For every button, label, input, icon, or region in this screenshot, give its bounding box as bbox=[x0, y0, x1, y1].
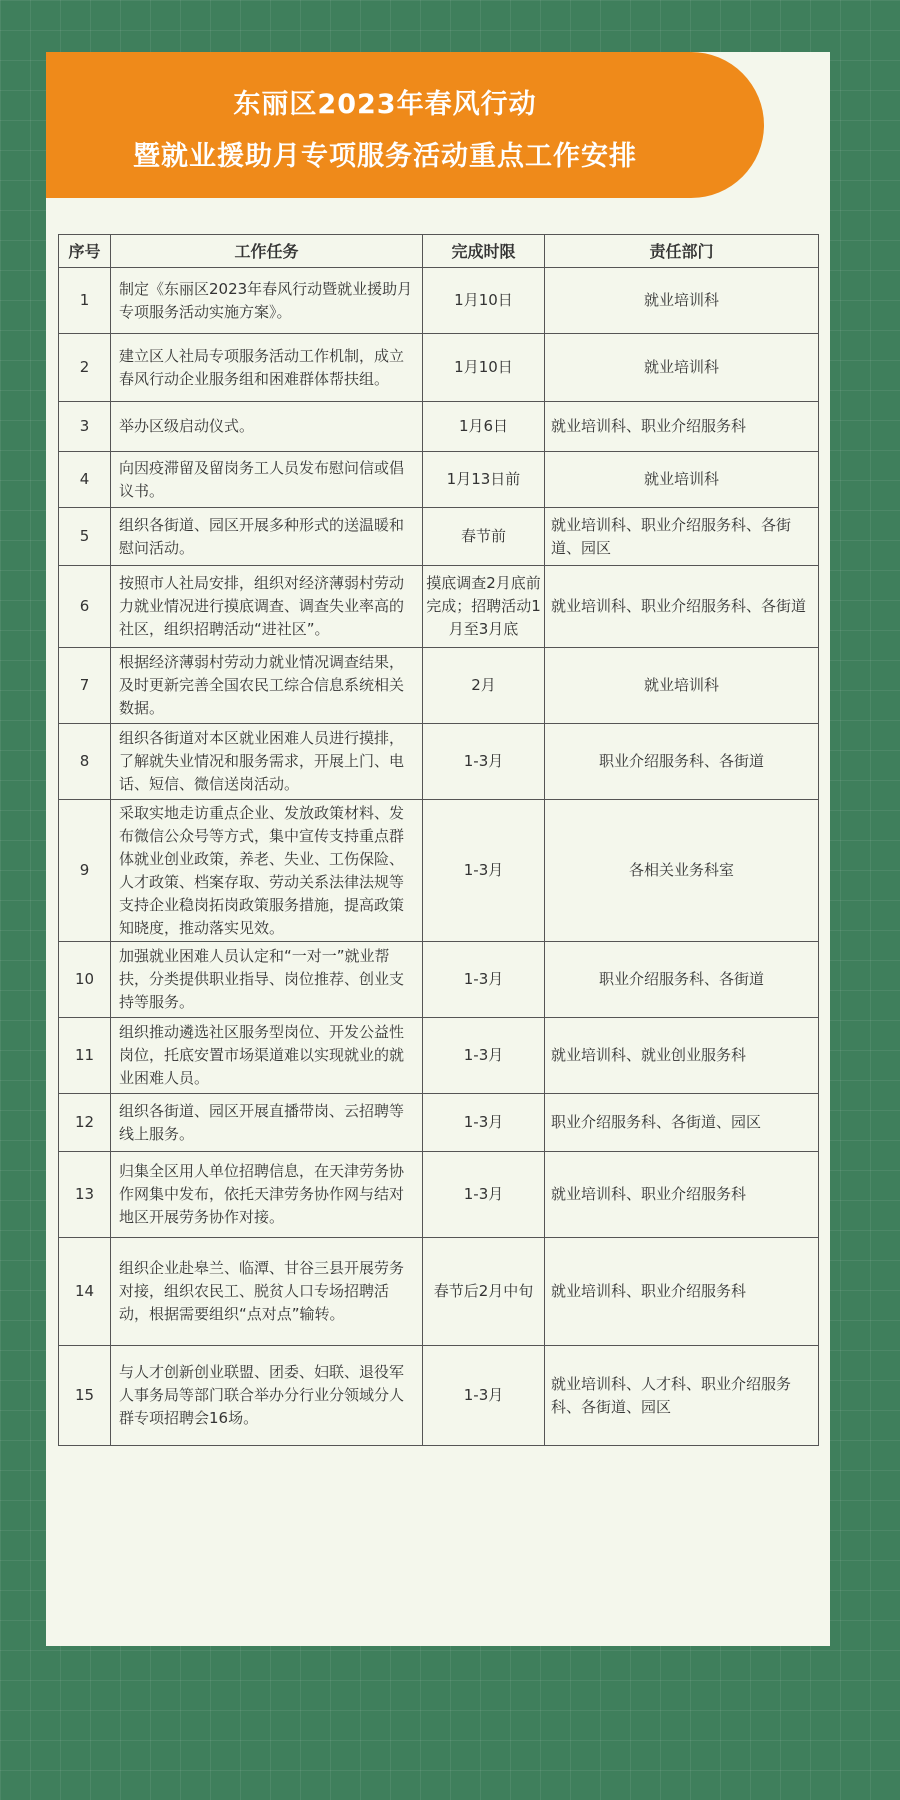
row-dept: 就业培训科 bbox=[545, 452, 819, 508]
row-dept: 就业培训科、职业介绍服务科、各街道、园区 bbox=[545, 508, 819, 566]
row-dept: 各相关业务科室 bbox=[545, 800, 819, 942]
table-row bbox=[59, 1152, 819, 1238]
row-dept: 就业培训科、职业介绍服务科 bbox=[545, 402, 819, 452]
row-task: 建立区人社局专项服务活动工作机制，成立春风行动企业服务组和困难群体帮扶组。 bbox=[111, 334, 423, 402]
column-header-dept: 责任部门 bbox=[545, 235, 819, 268]
row-number: 15 bbox=[59, 1346, 111, 1446]
row-deadline: 1-3月 bbox=[423, 1152, 545, 1238]
row-task: 归集全区用人单位招聘信息，在天津劳务协作网集中发布，依托天津劳务协作网与结对地区开展劳务协作对接。 bbox=[111, 1152, 423, 1238]
row-dept: 职业介绍服务科、各街道 bbox=[545, 724, 819, 800]
table-row bbox=[59, 334, 819, 402]
row-dept: 就业培训科、职业介绍服务科 bbox=[545, 1238, 819, 1346]
row-number: 8 bbox=[59, 724, 111, 800]
row-number: 13 bbox=[59, 1152, 111, 1238]
page-title-line1: 东丽区2023年春风行动 bbox=[233, 89, 537, 120]
row-dept: 就业培训科、职业介绍服务科 bbox=[545, 1152, 819, 1238]
row-deadline: 1-3月 bbox=[423, 1346, 545, 1446]
row-task: 加强就业困难人员认定和“一对一”就业帮扶，分类提供职业指导、岗位推荐、创业支持等服务。 bbox=[111, 942, 423, 1018]
table-row bbox=[59, 268, 819, 334]
row-deadline: 1-3月 bbox=[423, 942, 545, 1018]
row-task: 组织各街道对本区就业困难人员进行摸排，了解就失业情况和服务需求，开展上门、电话、短信、微信送岗活动。 bbox=[111, 724, 423, 800]
table-row bbox=[59, 1094, 819, 1152]
table-row bbox=[59, 648, 819, 724]
row-number: 4 bbox=[59, 452, 111, 508]
column-header-task: 工作任务 bbox=[111, 235, 423, 268]
table-row bbox=[59, 1018, 819, 1094]
row-deadline: 摸底调查2月底前完成；招聘活动1月至3月底 bbox=[423, 566, 545, 648]
row-number: 11 bbox=[59, 1018, 111, 1094]
title-banner bbox=[46, 52, 764, 198]
row-number: 9 bbox=[59, 800, 111, 942]
row-task: 组织各街道、园区开展直播带岗、云招聘等线上服务。 bbox=[111, 1094, 423, 1152]
row-task: 根据经济薄弱村劳动力就业情况调查结果，及时更新完善全国农民工综合信息系统相关数据。 bbox=[111, 648, 423, 724]
row-deadline: 1月10日 bbox=[423, 334, 545, 402]
row-deadline: 1-3月 bbox=[423, 724, 545, 800]
row-task: 与人才创新创业联盟、团委、妇联、退役军人事务局等部门联合举办分行业分领域分人群专项招聘会16场。 bbox=[111, 1346, 423, 1446]
row-deadline: 1月6日 bbox=[423, 402, 545, 452]
column-header-deadline: 完成时限 bbox=[423, 235, 545, 268]
row-deadline: 2月 bbox=[423, 648, 545, 724]
row-number: 6 bbox=[59, 566, 111, 648]
table-row bbox=[59, 1238, 819, 1346]
page-title-line2: 暨就业援助月专项服务活动重点工作安排 bbox=[133, 141, 637, 172]
row-deadline: 春节前 bbox=[423, 508, 545, 566]
row-deadline: 1-3月 bbox=[423, 800, 545, 942]
work-schedule-table bbox=[58, 234, 819, 1446]
row-dept: 就业培训科、就业创业服务科 bbox=[545, 1018, 819, 1094]
table-row bbox=[59, 942, 819, 1018]
row-dept: 就业培训科、人才科、职业介绍服务科、各街道、园区 bbox=[545, 1346, 819, 1446]
row-deadline: 1-3月 bbox=[423, 1018, 545, 1094]
table-row bbox=[59, 452, 819, 508]
column-header-no: 序号 bbox=[59, 235, 111, 268]
row-deadline: 1月13日前 bbox=[423, 452, 545, 508]
row-task: 按照市人社局安排，组织对经济薄弱村劳动力就业情况进行摸底调查、调查失业率高的社区，组织招聘活动“进社区”。 bbox=[111, 566, 423, 648]
row-deadline: 春节后2月中旬 bbox=[423, 1238, 545, 1346]
row-dept: 职业介绍服务科、各街道 bbox=[545, 942, 819, 1018]
row-number: 7 bbox=[59, 648, 111, 724]
row-dept: 职业介绍服务科、各街道、园区 bbox=[545, 1094, 819, 1152]
row-task: 组织推动遴选社区服务型岗位、开发公益性岗位，托底安置市场渠道难以实现就业的就业困难人员。 bbox=[111, 1018, 423, 1094]
table-row bbox=[59, 402, 819, 452]
row-number: 10 bbox=[59, 942, 111, 1018]
row-dept: 就业培训科 bbox=[545, 334, 819, 402]
row-number: 3 bbox=[59, 402, 111, 452]
row-number: 5 bbox=[59, 508, 111, 566]
row-dept: 就业培训科、职业介绍服务科、各街道 bbox=[545, 566, 819, 648]
table-row bbox=[59, 800, 819, 942]
table-row bbox=[59, 1346, 819, 1446]
row-deadline: 1-3月 bbox=[423, 1094, 545, 1152]
table-row bbox=[59, 566, 819, 648]
table-header-row bbox=[59, 235, 819, 268]
table-row bbox=[59, 508, 819, 566]
row-dept: 就业培训科 bbox=[545, 648, 819, 724]
table-row bbox=[59, 724, 819, 800]
row-task: 制定《东丽区2023年春风行动暨就业援助月专项服务活动实施方案》。 bbox=[111, 268, 423, 334]
row-dept: 就业培训科 bbox=[545, 268, 819, 334]
row-number: 1 bbox=[59, 268, 111, 334]
row-number: 14 bbox=[59, 1238, 111, 1346]
row-task: 组织企业赴皋兰、临潭、甘谷三县开展劳务对接，组织农民工、脱贫人口专场招聘活动，根据需要组织“点对点”输转。 bbox=[111, 1238, 423, 1346]
row-task: 向因疫滞留及留岗务工人员发布慰问信或倡议书。 bbox=[111, 452, 423, 508]
row-task: 举办区级启动仪式。 bbox=[111, 402, 423, 452]
row-number: 2 bbox=[59, 334, 111, 402]
row-deadline: 1月10日 bbox=[423, 268, 545, 334]
row-number: 12 bbox=[59, 1094, 111, 1152]
row-task: 组织各街道、园区开展多种形式的送温暖和慰问活动。 bbox=[111, 508, 423, 566]
row-task: 采取实地走访重点企业、发放政策材料、发布微信公众号等方式，集中宣传支持重点群体就业创业政策，养老、失业、工伤保险、人才政策、档案存取、劳动关系法律法规等支持企业稳岗拓岗政策服务措施，提高政策知晓度，推动落实见效。 bbox=[111, 800, 423, 942]
